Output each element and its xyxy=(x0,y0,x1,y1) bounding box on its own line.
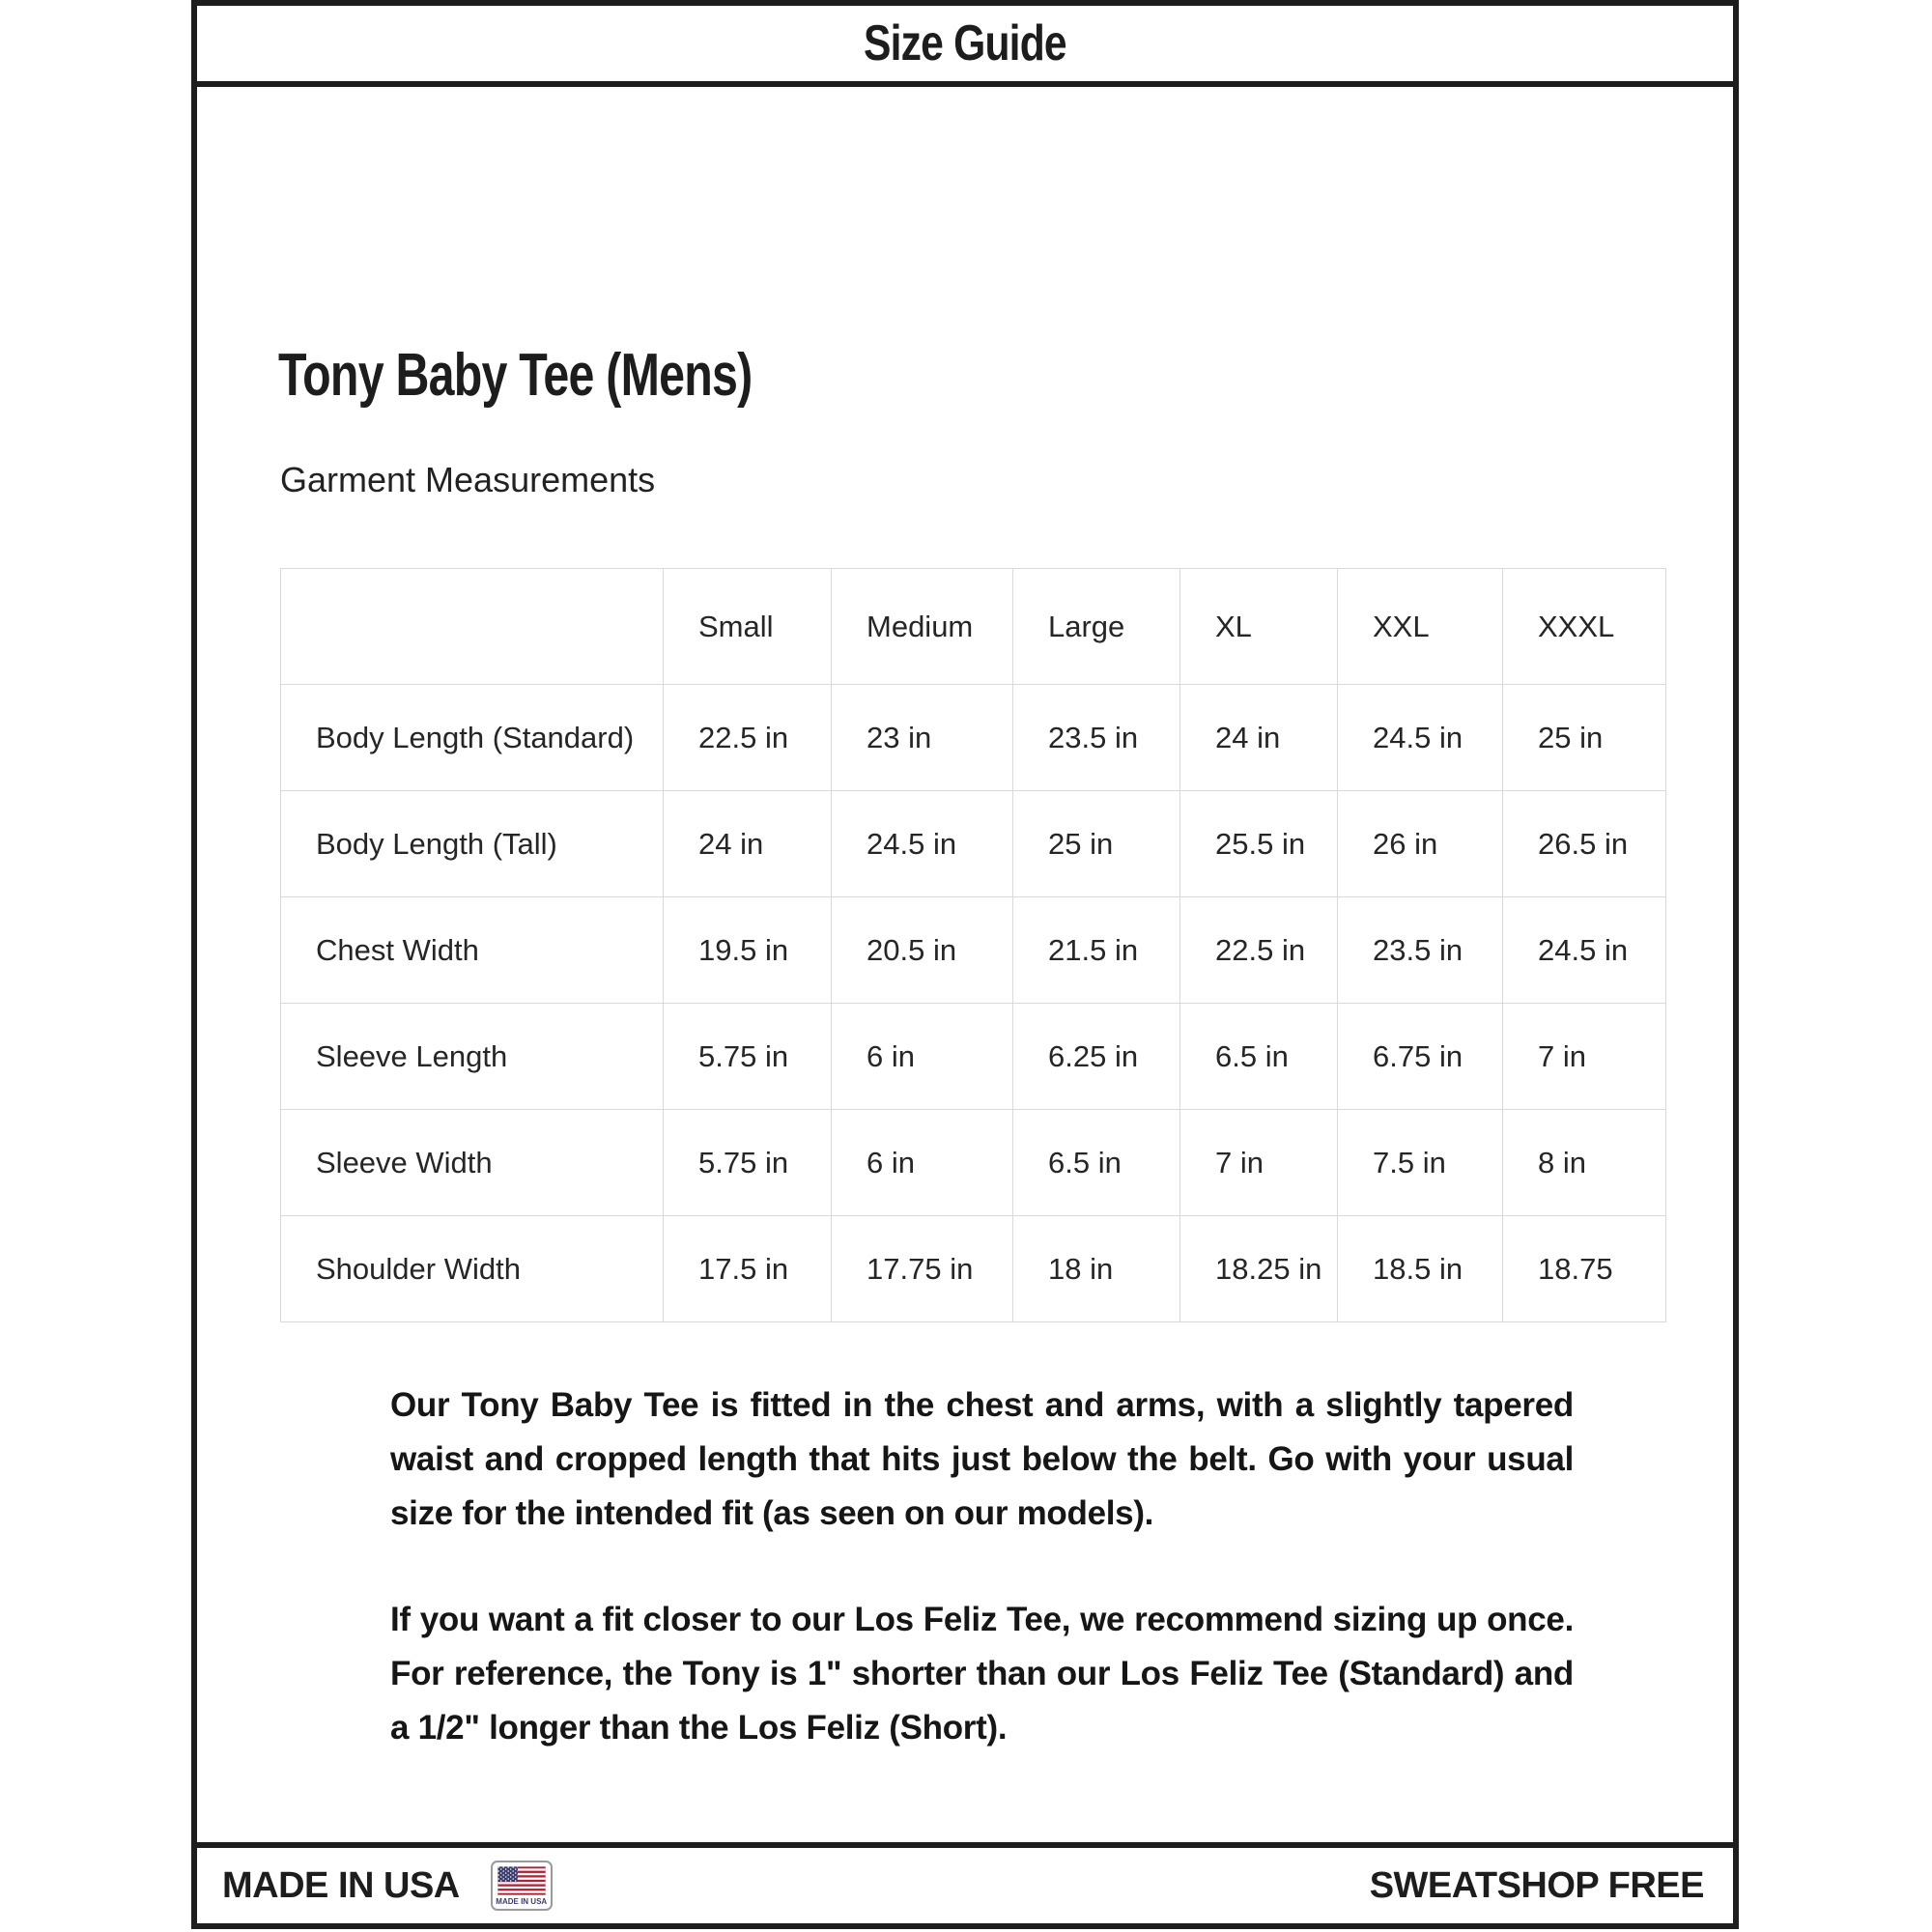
cell: 22.5 in xyxy=(664,685,832,791)
footer-left xyxy=(222,1861,553,1911)
cell: 7.5 in xyxy=(1338,1110,1503,1216)
cell: 25 in xyxy=(1013,791,1180,897)
cell: 25.5 in xyxy=(1180,791,1338,897)
cell: 23.5 in xyxy=(1338,897,1503,1004)
made-in-usa-label: MADE IN USA xyxy=(222,1864,460,1906)
column-header-xxl: XXL xyxy=(1338,569,1503,685)
cell: 6.5 in xyxy=(1180,1004,1338,1110)
product-title: Tony Baby Tee (Mens) xyxy=(278,342,753,409)
cell: 6 in xyxy=(832,1110,1013,1216)
sweatshop-free-label: SWEATSHOP FREE xyxy=(1369,1864,1704,1906)
cell: 8 in xyxy=(1503,1110,1666,1216)
table-row xyxy=(281,1110,1666,1216)
cell: 17.5 in xyxy=(664,1216,832,1322)
row-label: Shoulder Width xyxy=(281,1216,664,1322)
row-label: Body Length (Standard) xyxy=(281,685,664,791)
cell: 24.5 in xyxy=(832,791,1013,897)
cell: 26 in xyxy=(1338,791,1503,897)
cell: 19.5 in xyxy=(664,897,832,1004)
table-row xyxy=(281,897,1666,1004)
cell: 20.5 in xyxy=(832,897,1013,1004)
cell: 24 in xyxy=(1180,685,1338,791)
size-guide-modal xyxy=(191,0,1739,1929)
modal-body xyxy=(197,87,1733,1842)
cell: 6 in xyxy=(832,1004,1013,1110)
cell: 6.25 in xyxy=(1013,1004,1180,1110)
modal-footer xyxy=(197,1842,1733,1923)
modal-title: Size Guide xyxy=(864,15,1066,71)
table-row xyxy=(281,1004,1666,1110)
cell: 23 in xyxy=(832,685,1013,791)
column-header-large: Large xyxy=(1013,569,1180,685)
cell: 5.75 in xyxy=(664,1004,832,1110)
table-row xyxy=(281,1216,1666,1322)
cell: 22.5 in xyxy=(1180,897,1338,1004)
cell: 18.75 xyxy=(1503,1216,1666,1322)
column-header-medium: Medium xyxy=(832,569,1013,685)
measurements-table xyxy=(280,568,1666,1322)
cell: 24 in xyxy=(664,791,832,897)
table-row xyxy=(281,685,1666,791)
cell: 26.5 in xyxy=(1503,791,1666,897)
usa-flag-icon xyxy=(497,1866,546,1895)
description-paragraph-2: If you want a fit closer to our Los Feliz Tee, we recommend sizing up once. For reference, the Tony is 1" shorter than our Los Feliz Tee (Standard) and a 1/2" longer than the Los Feliz (Short). xyxy=(390,1601,1574,1747)
cell: 25 in xyxy=(1503,685,1666,791)
column-header-small: Small xyxy=(664,569,832,685)
cell: 24.5 in xyxy=(1338,685,1503,791)
table-header-row xyxy=(281,569,1666,685)
cell: 24.5 in xyxy=(1503,897,1666,1004)
table-corner-cell xyxy=(281,569,664,685)
table-row xyxy=(281,791,1666,897)
description xyxy=(390,1378,1574,1755)
cell: 6.75 in xyxy=(1338,1004,1503,1110)
cell: 6.5 in xyxy=(1013,1110,1180,1216)
cell: 18.5 in xyxy=(1338,1216,1503,1322)
row-label: Sleeve Length xyxy=(281,1004,664,1110)
column-header-xl: XL xyxy=(1180,569,1338,685)
cell: 18.25 in xyxy=(1180,1216,1338,1322)
row-label: Body Length (Tall) xyxy=(281,791,664,897)
row-label: Sleeve Width xyxy=(281,1110,664,1216)
cell: 7 in xyxy=(1180,1110,1338,1216)
section-label: Garment Measurements xyxy=(280,460,656,499)
column-header-xxxl: XXXL xyxy=(1503,569,1666,685)
cell: 18 in xyxy=(1013,1216,1180,1322)
cell: 5.75 in xyxy=(664,1110,832,1216)
cell: 21.5 in xyxy=(1013,897,1180,1004)
cell: 23.5 in xyxy=(1013,685,1180,791)
description-paragraph-1: Our Tony Baby Tee is fitted in the chest and arms, with a slightly tapered waist and cropped length that hits just below the belt. Go with your usual size for the intended fit (as seen on our models). xyxy=(390,1386,1574,1532)
cell: 17.75 in xyxy=(832,1216,1013,1322)
made-in-usa-flag-badge xyxy=(491,1861,553,1911)
row-label: Chest Width xyxy=(281,897,664,1004)
flag-badge-label: MADE IN USA xyxy=(496,1897,548,1906)
cell: 7 in xyxy=(1503,1004,1666,1110)
modal-header xyxy=(197,6,1733,87)
